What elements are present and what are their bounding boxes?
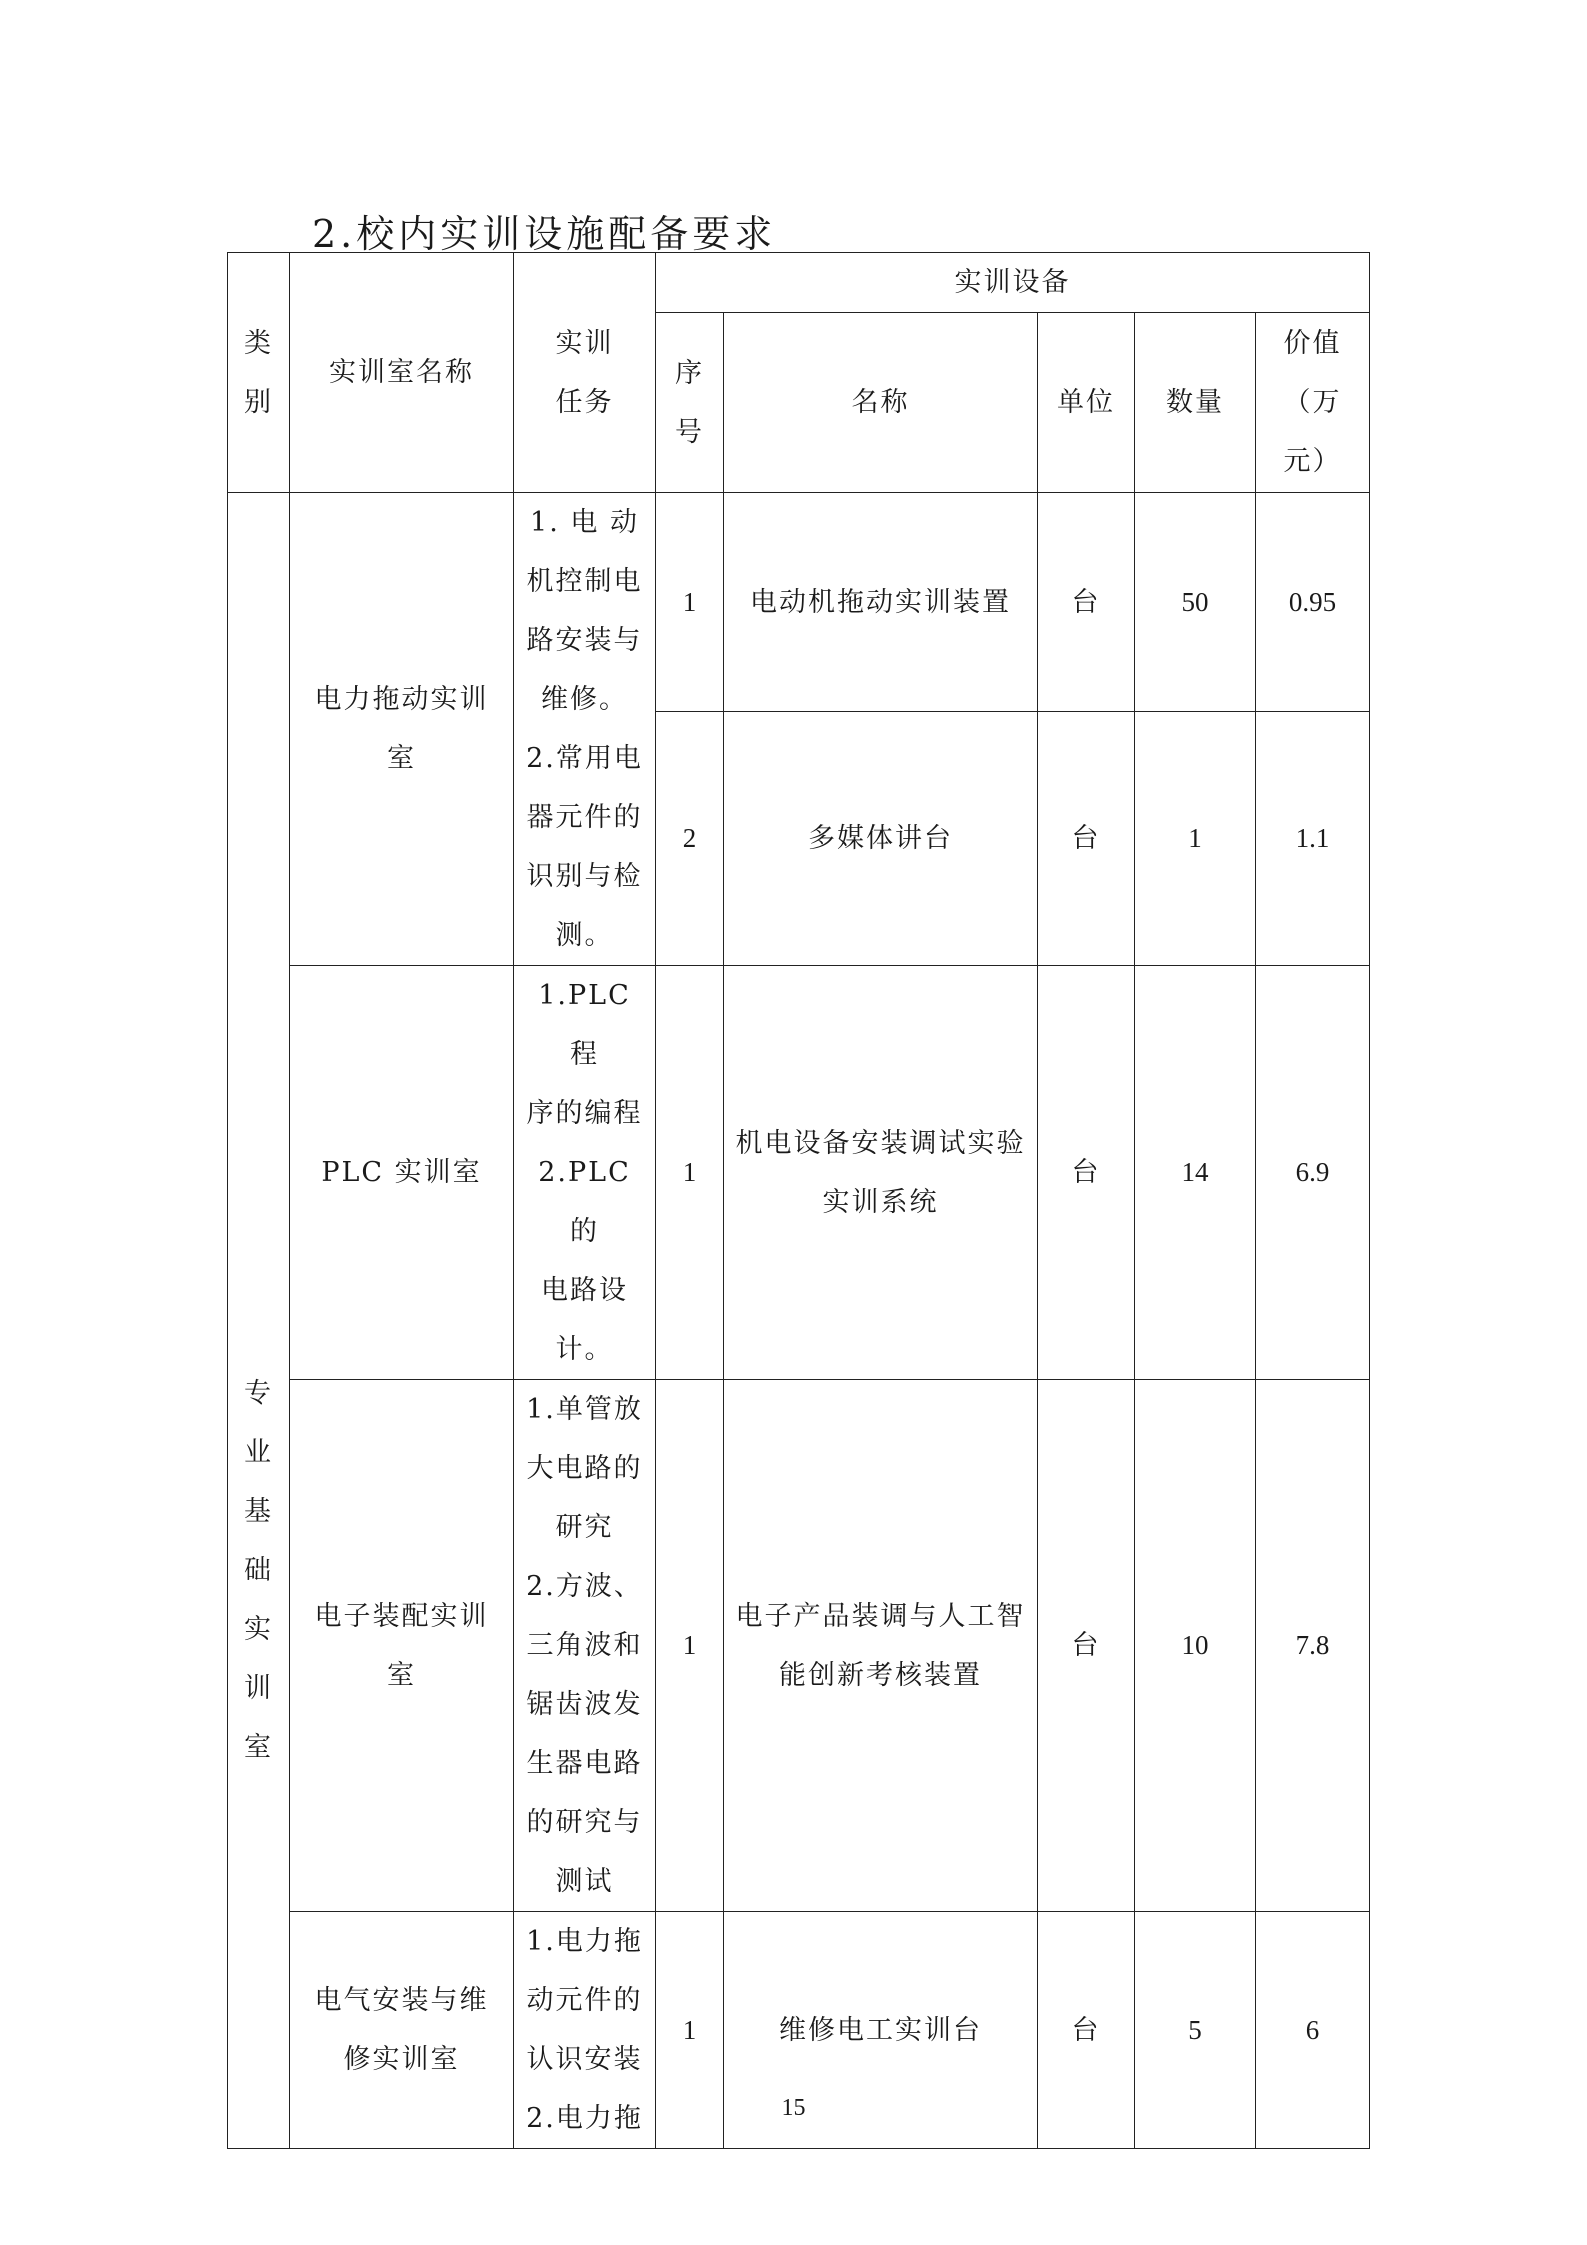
task-cell: 1. 电 动 机控制电 路安装与 维修。 2.常用电 器元件的 识别与检 测。: [514, 493, 656, 966]
task-cell: 1.电力拖 动元件的 认识安装 2.电力拖: [514, 1912, 656, 2149]
quantity-cell: 1: [1135, 712, 1256, 966]
price-cell: 6.9: [1256, 966, 1370, 1380]
header-category: 类 别: [228, 253, 290, 493]
room-name-cell: 电子装配实训 室: [290, 1380, 514, 1912]
price-cell: 0.95: [1256, 493, 1370, 712]
unit-cell: 台: [1038, 493, 1135, 712]
task-cell: 1.单管放 大电路的 研究 2.方波、 三角波和 锯齿波发 生器电路 的研究与 测试: [514, 1380, 656, 1912]
seq-cell: 1: [656, 1380, 724, 1912]
header-equipment-group: 实训设备: [656, 253, 1370, 313]
header-seq: 序 号: [656, 313, 724, 493]
price-cell: 7.8: [1256, 1380, 1370, 1912]
room-name-cell: 电力拖动实训 室: [290, 493, 514, 966]
seq-cell: 2: [656, 712, 724, 966]
equipment-table: [227, 252, 1370, 2149]
unit-cell: 台: [1038, 712, 1135, 966]
category-cell: 专 业 基 础 实 训 室: [228, 493, 290, 2149]
task-cell: 1.PLC 程 序的编程 2.PLC 的 电路设 计。: [514, 966, 656, 1380]
equipment-name-cell: 电动机拖动实训装置: [724, 493, 1038, 712]
seq-cell: 1: [656, 493, 724, 712]
quantity-cell: 10: [1135, 1380, 1256, 1912]
section-heading: 2.校内实训设施配备要求: [312, 212, 777, 256]
header-room-name: 实训室名称: [290, 253, 514, 493]
unit-cell: 台: [1038, 1380, 1135, 1912]
room-name-cell: 电气安装与维 修实训室: [290, 1912, 514, 2149]
equipment-name-cell: 维修电工实训台: [724, 1912, 1038, 2149]
seq-cell: 1: [656, 966, 724, 1380]
page-number: 15: [781, 2095, 806, 2121]
equipment-name-cell: 电子产品装调与人工智 能创新考核装置: [724, 1380, 1038, 1912]
equipment-name-cell: 多媒体讲台: [724, 712, 1038, 966]
header-quantity: 数量: [1135, 313, 1256, 493]
quantity-cell: 50: [1135, 493, 1256, 712]
header-unit: 单位: [1038, 313, 1135, 493]
header-price: 价值 （万 元）: [1256, 313, 1370, 493]
header-name: 名称: [724, 313, 1038, 493]
seq-cell: 1: [656, 1912, 724, 2149]
room-name-cell: PLC 实训室: [290, 966, 514, 1380]
unit-cell: 台: [1038, 966, 1135, 1380]
header-task: 实训 任务: [514, 253, 656, 493]
unit-cell: 台: [1038, 1912, 1135, 2149]
equipment-name-cell: 机电设备安装调试实验 实训系统: [724, 966, 1038, 1380]
price-cell: 6: [1256, 1912, 1370, 2149]
quantity-cell: 5: [1135, 1912, 1256, 2149]
quantity-cell: 14: [1135, 966, 1256, 1380]
price-cell: 1.1: [1256, 712, 1370, 966]
